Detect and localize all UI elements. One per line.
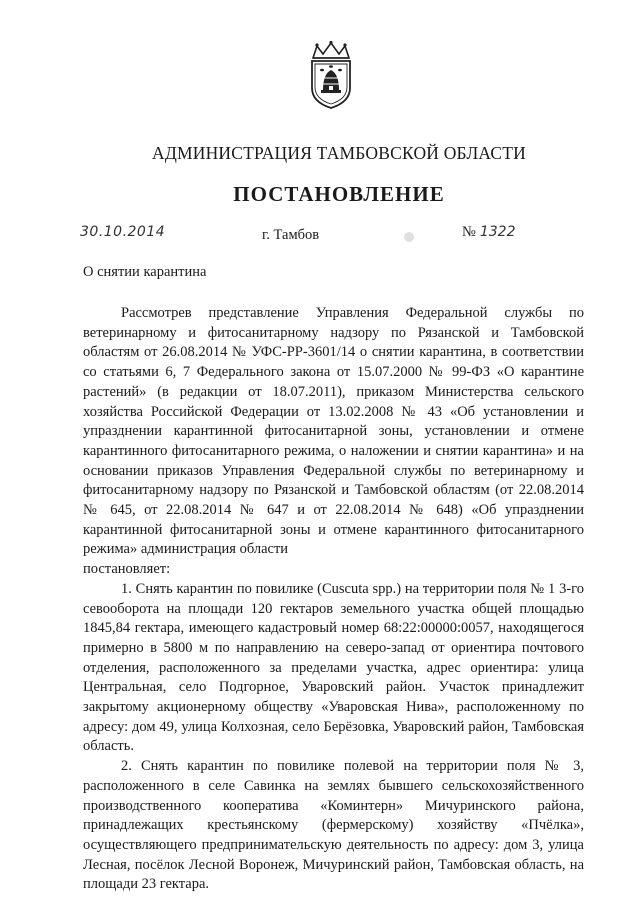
document-body	[83, 304, 584, 895]
item-2-paragraph: 2. Снять карантин по повилике полевой на территории поля № 3, расположенного в селе Савинка на землях бывшего сельскохозяйственного производственного кооператива «Коминтерн» Мичуринского района, принадлежащих крестьянскому (фермерскому) хозяйству «Пчёлка», осуществляющего предпринимательскую деятельность по адресу: дом 3, улица Лесная, посёлок Лесной Воронеж, Мичуринский район, Тамбовская область, на площади 23 гектара.	[83, 758, 584, 893]
preamble-paragraph: Рассмотрев представление Управления Федеральной службы по ветеринарному и фитосанитарному надзору по Рязанской и Тамбовской областям от 26.08.2014 № УФС-РР-3601/14 о снятии карантина, в соответствии со статьями 6, 7 Федерального закона от 15.07.2000 № 99-ФЗ «О карантине растений» (в редакции от 18.07.2011), приказом Министерства сельского хозяйства Российской Федерации от 13.02.2008 № 43 «Об установлении и упразднении карантинной фитосанитарной зоны, установлении и отмене карантинного фитосанитарного режима, о наложении и снятии карантина» и на основании приказов Управления Федеральной службы по ветеринарному и фитосанитарному надзору по Рязанской и Тамбовской областям (от 22.08.2014 № 645, от 22.08.2014 № 647 и от 22.08.2014 № 648) «Об упразднении карантинной фитосанитарной зоны и отмене карантинного фитосанитарного режима» администрация области	[83, 305, 584, 558]
item-1-paragraph: 1. Снять карантин по повилике (Cuscuta spp.) на территории поля № 1 3-го севооборота на площади 120 гектаров земельного участка общей площадью 1845,84 гектара, имеющего кадастровый номер 68:22:00000:0057, находящегося примерно в 5800 м по направлению на северо-запад от ориентира почтового отделения, расположенного за пределами участка, адрес ориентира: улица Центральная, село Подгорное, Уваровский район. Участок принадлежит закрытому акционерному обществу «Уваровская Нива», расположенному по адресу: дом 49, улица Колхозная, село Берёзовка, Уваровский район, Тамбовская область.	[83, 580, 584, 755]
document-city: г. Тамбов	[262, 227, 320, 243]
document-date: 30.10.2014	[80, 224, 166, 240]
stamp-dot	[404, 232, 414, 242]
number-label: №	[462, 224, 476, 240]
resolves-line: постановляет:	[83, 561, 171, 578]
document-subject: О снятии карантина	[83, 264, 207, 280]
document-type-heading: ПОСТАНОВЛЕНИЕ	[233, 182, 445, 206]
number-value: 1322	[479, 224, 516, 240]
document-number	[462, 224, 515, 241]
tambov-coat-of-arms-icon	[303, 40, 359, 110]
organization-title: АДМИНИСТРАЦИЯ ТАМБОВСКОЙ ОБЛАСТИ	[152, 143, 526, 163]
